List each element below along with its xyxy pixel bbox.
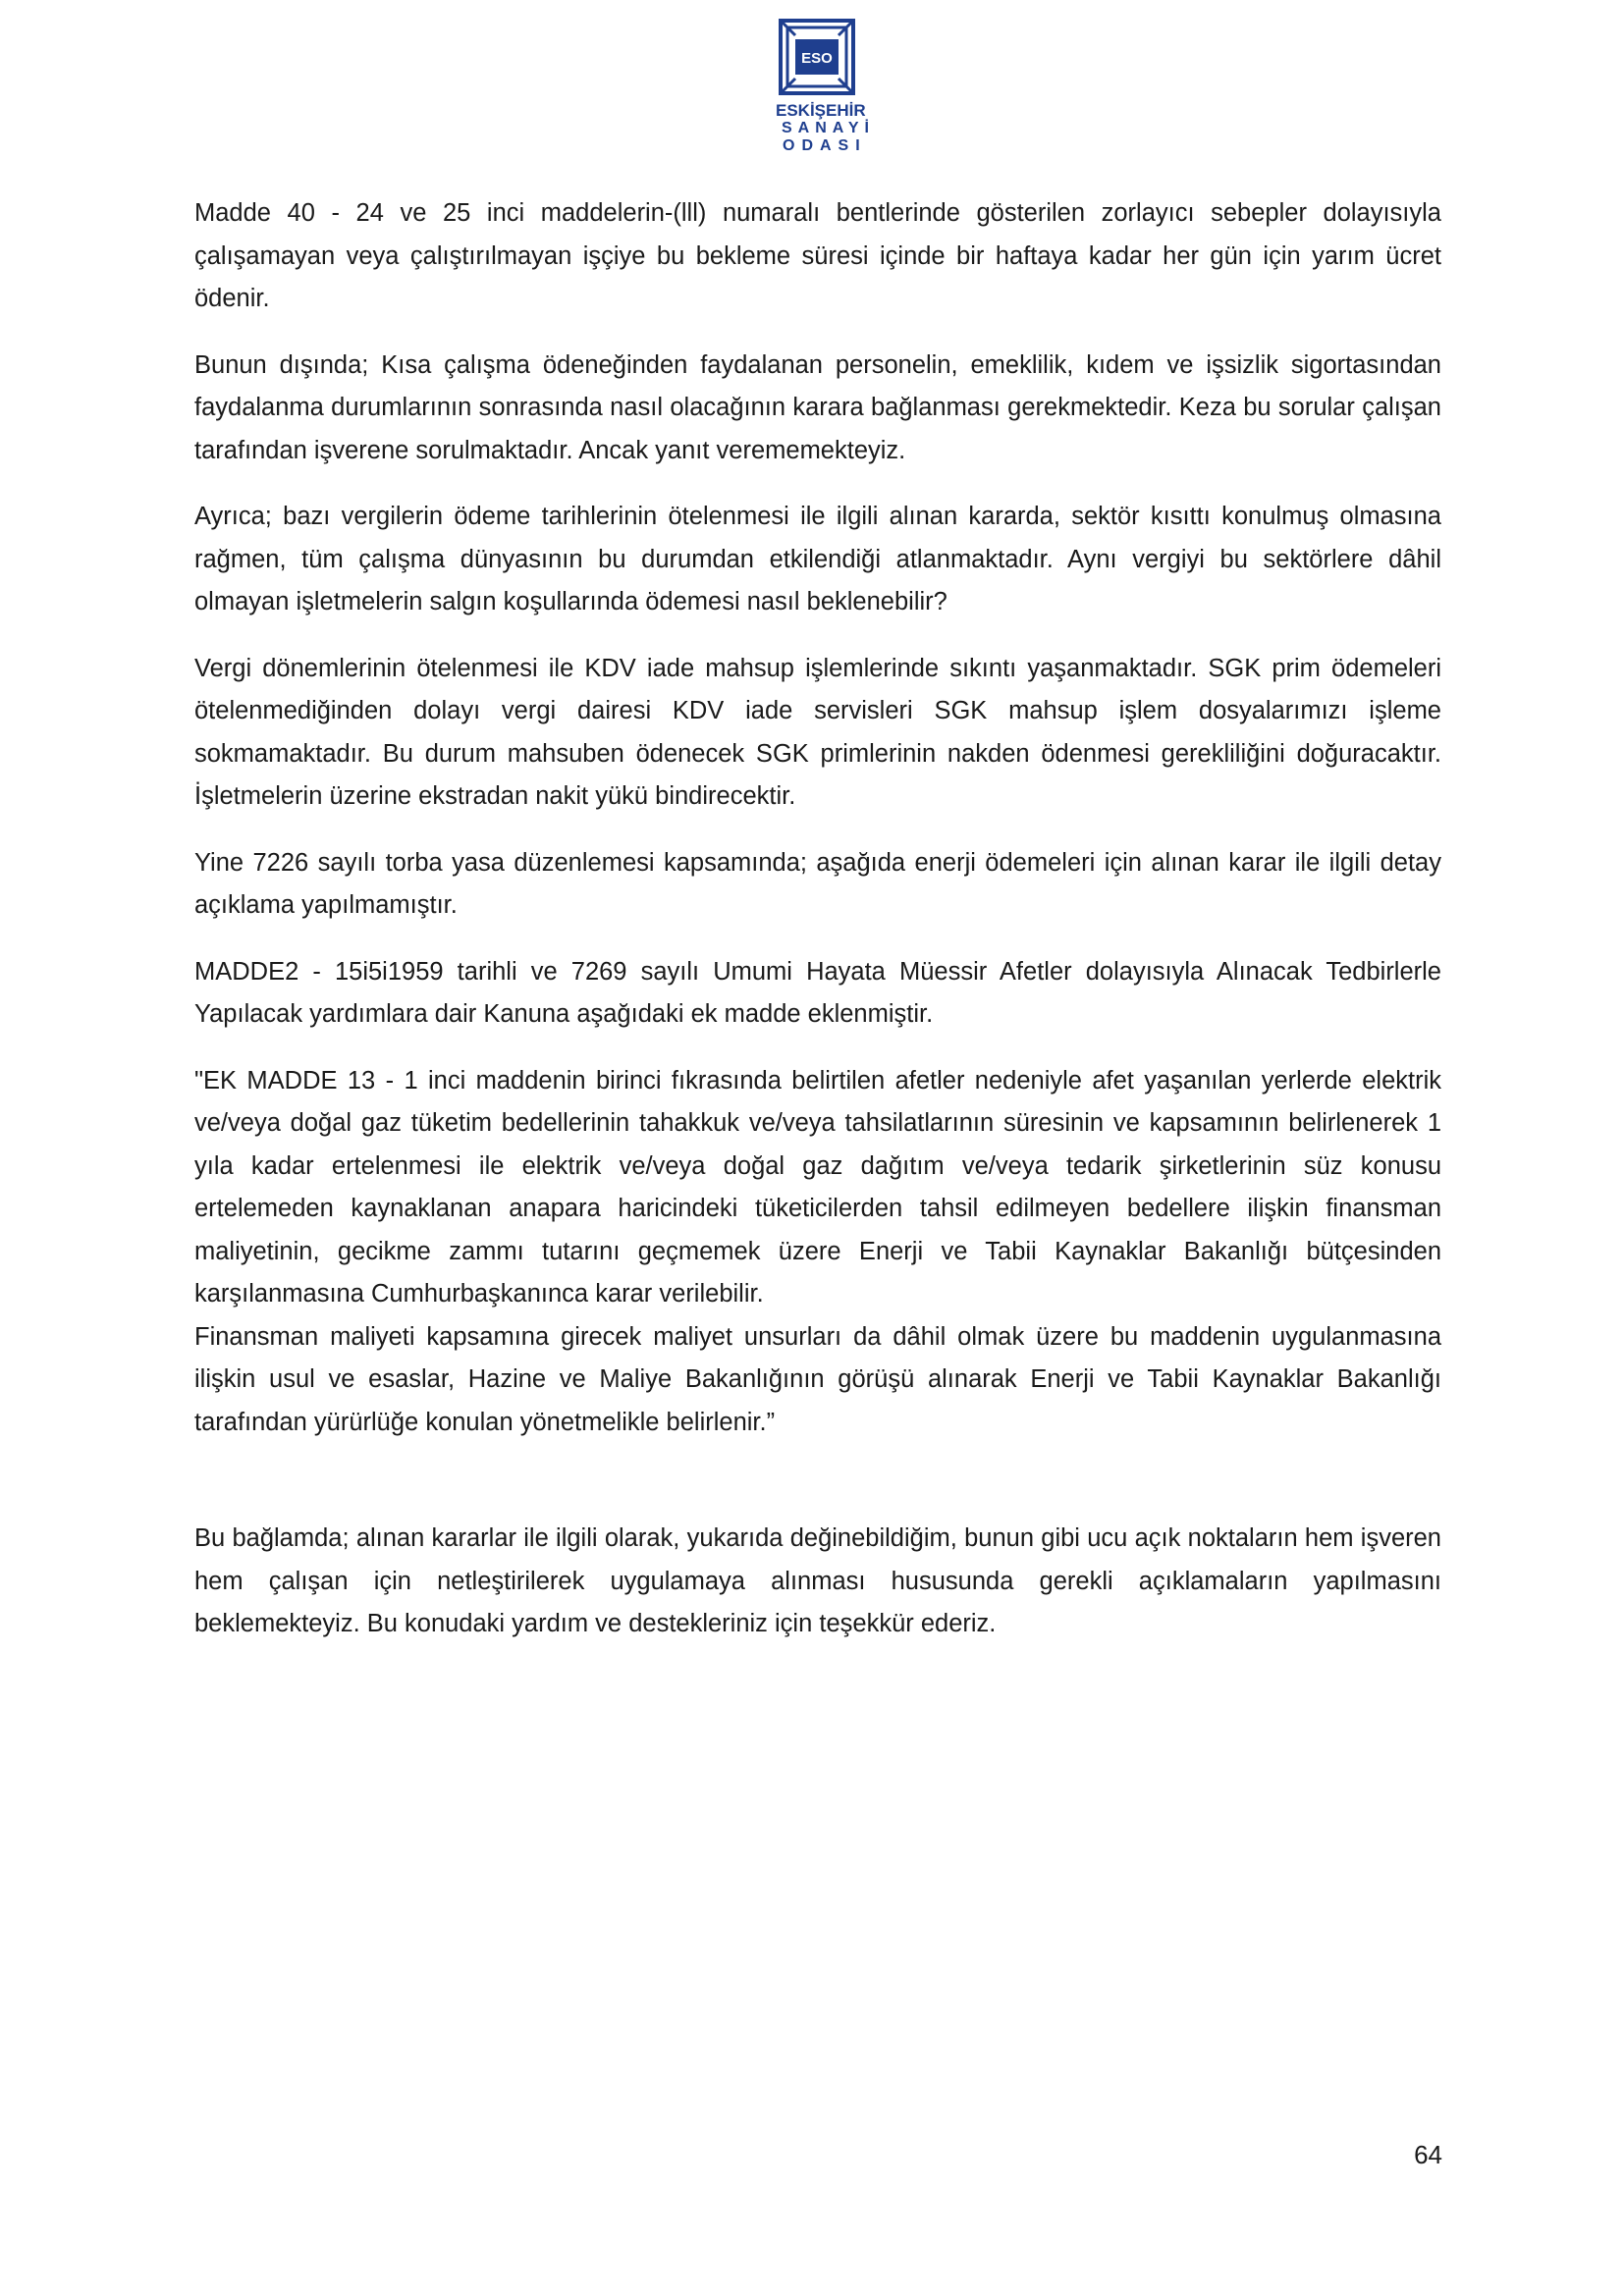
paragraph-ek-madde-13: "EK MADDE 13 - 1 inci maddenin birinci fıkrasında belirtilen afetler nedeniyle afet yaşanılan yerlerde elektrik ve/veya doğal gaz tüketim bedellerinin tahakkuk ve/veya tahsilatlarının süresinin ve kapsamının belirlenerek 1 yıla kadar ertelenmesi ile elektrik ve/veya doğal gaz dağıtım ve/veya tedarik şirketlerinin süz konusu ertelemeden kaynaklanan anapara haricindeki tüketicilerden tahsil edilmeyen bedellere ilişkin finansman maliyetinin, gecikme zammı tutarını geçmemek üzere Enerji ve Tabii Kaynaklar Bakanlığı bütçesinden karşılanmasına Cumhurbaşkanınca karar verilebilir. [194, 1066, 1441, 1308]
logo-badge-text: ESO [801, 50, 833, 67]
paragraph-vergi-oteleme: Ayrıca; bazı vergilerin ödeme tarihlerinin ötelenmesi ile ilgili alınan kararda, sektör kısıttı konulmuş olmasına rağmen, tüm çalışma dünyasının bu durumdan etkilendiği atlanmaktadır. Aynı vergiyi bu sektörlere dâhil olmayan işletmelerin salgın koşullarında ödemesi nasıl beklenebilir? [194, 503, 1441, 615]
page-number: 64 [1414, 2140, 1442, 2169]
eso-logo [776, 18, 875, 154]
paragraph-kisa-calisma: Bunun dışında; Kısa çalışma ödeneğinden faydalanan personelin, emeklilik, kıdem ve işsizlik sigortasından faydalanma durumlarının sonrasında nasıl olacağının karara bağlanması gerekmektedir. Keza bu sorular çalışan tarafından işverene sorulmaktadır. Ancak yanıt verememekteyiz. [194, 350, 1441, 464]
paragraph-conclusion: Bu bağlamda; alınan kararlar ile ilgili olarak, yukarıda değinebildiğim, bunun gibi ucu açık noktaların hem işveren hem çalışan için netleştirilerek uygulamaya alınması hususunda gerekli açıklamaların yapılmasını beklemekteyiz. Bu konudaki yardım ve destekleriniz için teşekkür ederiz. [194, 1524, 1441, 1637]
paragraph-torba-yasa: Yine 7226 sayılı torba yasa düzenlemesi kapsamında; aşağıda enerji ödemeleri için alınan karar ile ilgili detay açıklama yapılmamıştır. [194, 848, 1441, 919]
paragraph-madde-40: Madde 40 - 24 ve 25 inci maddelerin-(lll) numaralı bentlerinde gösterilen zorlayıcı sebepler dolayısıyla çalışamayan veya çalıştırılmayan işçiye bu bekleme süresi içinde bir haftaya kadar her gün için yarım ücret ödenir. [194, 199, 1441, 312]
logo-line-sanayi: SANAYİ [782, 120, 875, 136]
paragraph-madde-2: MADDE2 - 15i5i1959 tarihli ve 7269 sayılı Umumi Hayata Müessir Afetler dolayısıyla Alınacak Tedbirlerle Yapılacak yardımlara dair Kanuna aşağıdaki ek madde eklenmiştir. [194, 957, 1441, 1028]
logo-line-odasi: ODASI [783, 137, 867, 154]
eso-emblem-icon [778, 18, 856, 96]
paragraph-kdv-iade: Vergi dönemlerinin ötelenmesi ile KDV iade mahsup işlemlerinde sıkıntı yaşanmaktadır. SGK prim ödemeleri ötelenmediğinden dolayı vergi dairesi KDV iade servisleri SGK mahsup işlem dosyalarımızı işleme sokmamaktadır. Bu durum mahsuben ödenecek SGK primlerinin nakden ödenmesi gerekliliğini doğuracaktır. İşletmelerin üzerine ekstradan nakit yükü bindirecektir. [194, 654, 1441, 810]
document-body [194, 192, 1441, 1646]
paragraph-finansman: Finansman maliyeti kapsamına girecek maliyet unsurları da dâhil olmak üzere bu maddenin uygulanmasına ilişkin usul ve esaslar, Hazine ve Maliye Bakanlığının görüşü alınarak Enerji ve Tabii Kaynaklar Bakanlığı tarafından yürürlüğe konulan yönetmelikle belirlenir.” [194, 1322, 1441, 1436]
logo-line-eskisehir: ESKİŞEHİR [776, 101, 866, 120]
